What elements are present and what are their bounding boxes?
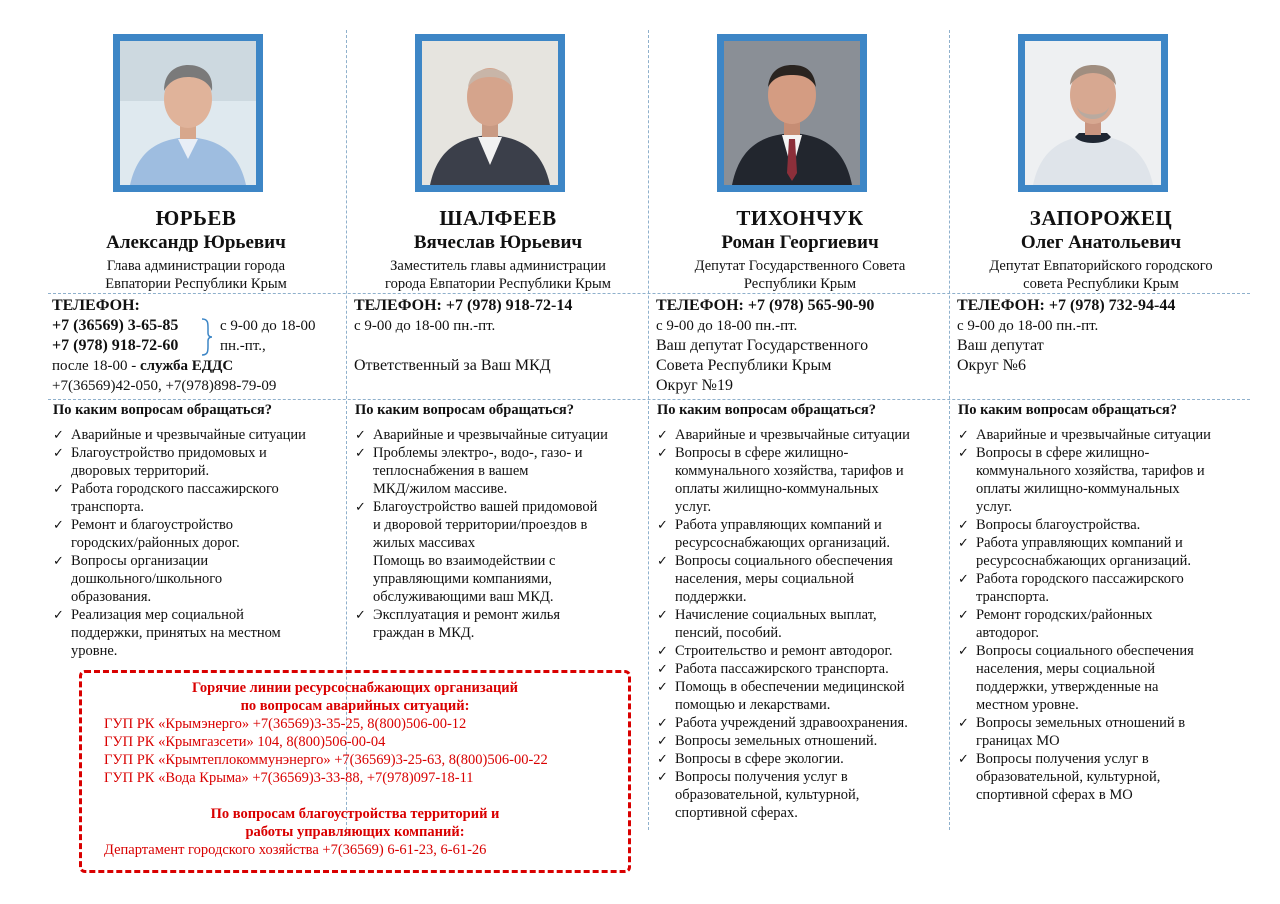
- questions-list: [653, 426, 951, 822]
- checkmark-icon: ✓: [53, 445, 64, 460]
- question-item-line: городских/районных дорог.: [71, 535, 240, 551]
- person-photo: [113, 34, 263, 192]
- question-item-line: Работа пассажирского транспорта.: [675, 661, 889, 677]
- checkmark-icon: ✓: [657, 751, 668, 766]
- question-item-line: Помощь в обеспечении медицинской: [675, 679, 905, 695]
- question-item-line: МКД/жилом массиве.: [373, 481, 508, 497]
- person-given-name: Александр Юрьевич: [106, 232, 286, 253]
- checkmark-icon: ✓: [657, 643, 668, 658]
- question-item-line: Аварийные и чрезвычайные ситуации: [71, 427, 306, 443]
- checkmark-icon: ✓: [958, 517, 969, 532]
- hotline-row: ГУП РК «Крымтеплокоммунэнерго» +7(36569)3-25-63, 8(800)506-00-22: [104, 752, 548, 768]
- question-item-line: пенсий, пособий.: [675, 625, 782, 641]
- improvement-title: По вопросам благоустройства территорий и: [210, 806, 500, 822]
- contact-block: [957, 296, 1252, 376]
- role-line: Евпатории Республики Крым: [105, 276, 287, 292]
- question-item-line: Благоустройство придомовых и: [71, 445, 267, 461]
- checkmark-icon: ✓: [958, 751, 969, 766]
- question-item: [49, 480, 347, 516]
- phone-title: ТЕЛЕФОН: +7 (978) 918-72-14: [354, 297, 573, 314]
- phone-title: ТЕЛЕФОН: +7 (978) 732-94-44: [957, 297, 1176, 314]
- questions-list: [351, 426, 649, 642]
- question-item-line: границах МО: [976, 733, 1060, 749]
- question-item-line: Работа городского пассажирского: [976, 571, 1184, 587]
- question-item-line: коммунального хозяйства, тарифов и: [976, 463, 1205, 479]
- question-item-line: теплоснабжения в вашем: [373, 463, 529, 479]
- question-item: [351, 498, 649, 606]
- question-item-line: транспорта.: [71, 499, 145, 515]
- checkmark-icon: ✓: [657, 517, 668, 532]
- question-item: [954, 516, 1252, 534]
- checkmark-icon: ✓: [657, 733, 668, 748]
- checkmark-icon: ✓: [53, 553, 64, 568]
- question-item: [653, 732, 951, 750]
- checkmark-icon: ✓: [958, 427, 969, 442]
- role-line: Заместитель главы администрации: [390, 258, 606, 274]
- question-item-line: Вопросы благоустройства.: [976, 517, 1141, 533]
- question-item-line: Помощь во взаимодействии с: [373, 553, 556, 569]
- phone-title: ТЕЛЕФОН:: [52, 297, 140, 314]
- phone-number: +7 (978) 918-72-60: [52, 337, 179, 354]
- checkmark-icon: ✓: [657, 607, 668, 622]
- question-item: [954, 444, 1252, 516]
- question-item: [653, 768, 951, 822]
- contact-line: Совета Республики Крым: [656, 357, 832, 374]
- question-item-line: Работа управляющих компаний и: [675, 517, 882, 533]
- question-item-line: граждан в МКД.: [373, 625, 475, 641]
- question-item-line: образования.: [71, 589, 152, 605]
- improvement-subtitle: работы управляющих компаний:: [245, 824, 465, 840]
- person-surname: ЮРЬЕВ: [155, 206, 237, 230]
- questions-list: [49, 426, 347, 660]
- portrait-image: [422, 41, 558, 185]
- role-line: города Евпатории Республики Крым: [385, 276, 611, 292]
- person-given-name: Роман Георгиевич: [721, 232, 879, 253]
- question-item-line: местном уровне.: [976, 697, 1079, 713]
- contact-block: [656, 296, 951, 396]
- question-item: [954, 534, 1252, 570]
- question-item: [954, 570, 1252, 606]
- question-item-line: Аварийные и чрезвычайные ситуации: [675, 427, 910, 443]
- question-item: [351, 606, 649, 642]
- person-given-name: Вячеслав Юрьевич: [413, 232, 583, 253]
- question-item: [351, 426, 649, 444]
- question-item-line: спортивной сферах в МО: [976, 787, 1133, 803]
- person-surname: ТИХОНЧУК: [736, 206, 864, 230]
- question-item-line: транспорта.: [976, 589, 1050, 605]
- question-item: [954, 642, 1252, 714]
- hotline-row: ГУП РК «Вода Крыма» +7(36569)3-33-88, +7(978)097-18-11: [104, 770, 474, 786]
- checkmark-icon: ✓: [958, 535, 969, 550]
- question-item-line: Аварийные и чрезвычайные ситуации: [976, 427, 1211, 443]
- contact-line: Ответственный за Ваш МКД: [354, 357, 551, 374]
- phone-number: +7 (36569) 3-65-85: [52, 317, 179, 334]
- working-hours: с 9-00 до 18-00: [220, 318, 316, 334]
- checkmark-icon: ✓: [355, 427, 366, 442]
- question-item-line: услуг.: [675, 499, 712, 515]
- hotlines-title: Горячие линии ресурсоснабжающих организаций: [191, 680, 519, 696]
- person-given-name: Олег Анатольевич: [1020, 232, 1182, 253]
- questions-title: По каким вопросам обращаться?: [53, 402, 273, 418]
- checkmark-icon: ✓: [355, 607, 366, 622]
- contact-line: [354, 336, 649, 356]
- question-item-line: коммунального хозяйства, тарифов и: [675, 463, 904, 479]
- role-line: Депутат Государственного Совета: [694, 258, 906, 274]
- checkmark-icon: ✓: [958, 571, 969, 586]
- question-item: [954, 714, 1252, 750]
- person-surname: ШАЛФЕЕВ: [439, 206, 557, 230]
- checkmark-icon: ✓: [657, 679, 668, 694]
- question-item-line: Вопросы получения услуг в: [976, 751, 1149, 767]
- question-item-line: поддержки.: [675, 589, 747, 605]
- question-item: [653, 714, 951, 732]
- checkmark-icon: ✓: [657, 445, 668, 460]
- person-surname: ЗАПОРОЖЕЦ: [1029, 206, 1173, 230]
- hotline-row: ГУП РК «Крымгазсети» 104, 8(800)506-00-04: [104, 734, 386, 750]
- question-item-line: жилых массивах: [373, 535, 476, 551]
- question-item: [49, 552, 347, 606]
- question-item: [653, 426, 951, 444]
- question-item-line: Вопросы в сфере жилищно-: [976, 445, 1150, 461]
- role-line: Глава администрации города: [106, 258, 286, 274]
- question-item-line: населения, меры социальной: [675, 571, 854, 587]
- question-item: [351, 444, 649, 498]
- person-photo: [415, 34, 565, 192]
- question-item: [653, 516, 951, 552]
- question-item-line: Эксплуатация и ремонт жилья: [373, 607, 561, 623]
- question-item-line: автодорог.: [976, 625, 1039, 641]
- working-days: пн.-пт.,: [220, 338, 266, 354]
- checkmark-icon: ✓: [53, 517, 64, 532]
- hotlines-box: [79, 670, 631, 873]
- question-item: [49, 444, 347, 480]
- question-item-line: услуг.: [976, 499, 1013, 515]
- question-item-line: Строительство и ремонт автодорог.: [675, 643, 893, 659]
- question-item-line: Аварийные и чрезвычайные ситуации: [373, 427, 608, 443]
- questions-list: [954, 426, 1252, 804]
- question-item-line: помощью и лекарствами.: [675, 697, 831, 713]
- question-item: [49, 516, 347, 552]
- checkmark-icon: ✓: [355, 445, 366, 460]
- edds-service: служба ЕДДС: [139, 358, 234, 374]
- person-role: [45, 257, 347, 293]
- checkmark-icon: ✓: [958, 607, 969, 622]
- question-item: [653, 678, 951, 714]
- question-item-line: населения, меры социальной: [976, 661, 1155, 677]
- question-item-line: Реализация мер социальной: [71, 607, 244, 623]
- question-item-line: поддержки, утвержденные на: [976, 679, 1159, 695]
- person-role: [649, 257, 951, 293]
- question-item-line: Работа учреждений здравоохранения.: [675, 715, 908, 731]
- question-item: [653, 750, 951, 768]
- person-role: [347, 257, 649, 293]
- person-role: [950, 257, 1252, 293]
- hotline-row: ГУП РК «Крымэнерго» +7(36569)3-35-25, 8(800)506-00-12: [104, 716, 467, 732]
- question-item-line: Работа городского пассажирского: [71, 481, 279, 497]
- contact-line: Округ №19: [656, 377, 733, 394]
- question-item-line: управляющими компаниями,: [373, 571, 552, 587]
- checkmark-icon: ✓: [657, 427, 668, 442]
- person-card-tikhonchuk: [649, 30, 951, 830]
- question-item-line: оплаты жилищно-коммунальных: [675, 481, 879, 497]
- question-item-line: обслуживающими ваш МКД.: [373, 589, 554, 605]
- checkmark-icon: ✓: [355, 499, 366, 514]
- question-item: [49, 426, 347, 444]
- question-item-line: Вопросы в сфере экологии.: [675, 751, 844, 767]
- question-item: [653, 606, 951, 642]
- question-item-line: ресурсоснабжающих организаций.: [976, 553, 1192, 569]
- question-item-line: Вопросы организации: [71, 553, 209, 569]
- contact-line: Ваш депутат Государственного: [656, 337, 869, 354]
- role-line: совета Республики Крым: [1023, 276, 1179, 292]
- hotlines-subtitle: по вопросам аварийных ситуаций:: [240, 698, 470, 714]
- contact-block: [354, 296, 649, 376]
- questions-title: По каким вопросам обращаться?: [355, 402, 575, 418]
- contact-line: с 9-00 до 18-00 пн.-пт.: [354, 318, 496, 334]
- question-item-line: Ремонт и благоустройство: [71, 517, 234, 533]
- after-hours-prefix: после 18-00 -: [52, 358, 140, 374]
- role-line: Республики Крым: [743, 276, 857, 292]
- questions-title: По каким вопросам обращаться?: [958, 402, 1178, 418]
- question-item-line: Вопросы получения услуг в: [675, 769, 848, 785]
- question-item: [49, 606, 347, 660]
- role-line: Депутат Евпаторийского городского: [989, 258, 1213, 274]
- checkmark-icon: ✓: [657, 553, 668, 568]
- question-item: [653, 444, 951, 516]
- question-item-line: спортивной сферах.: [675, 805, 798, 821]
- checkmark-icon: ✓: [53, 607, 64, 622]
- question-item: [954, 426, 1252, 444]
- question-item-line: уровне.: [71, 643, 118, 659]
- question-item-line: Ремонт городских/районных: [976, 607, 1153, 623]
- person-card-zaporozhets: [950, 30, 1252, 830]
- contact-line: с 9-00 до 18-00 пн.-пт.: [957, 318, 1099, 334]
- question-item-line: Вопросы земельных отношений в: [976, 715, 1186, 731]
- contact-block: [52, 296, 347, 396]
- question-item-line: поддержки, принятых на местном: [71, 625, 281, 641]
- brace-icon: [200, 318, 214, 356]
- question-item: [954, 606, 1252, 642]
- question-item-line: Проблемы электро-, водо-, газо- и: [373, 445, 583, 461]
- checkmark-icon: ✓: [657, 769, 668, 784]
- question-item-line: Благоустройство вашей придомовой: [373, 499, 598, 515]
- portrait-image: [120, 41, 256, 185]
- person-photo: [1018, 34, 1168, 192]
- question-item-line: дворовых территорий.: [71, 463, 210, 479]
- question-item-line: образовательной, культурной,: [976, 769, 1161, 785]
- checkmark-icon: ✓: [958, 715, 969, 730]
- question-item: [954, 750, 1252, 804]
- checkmark-icon: ✓: [958, 643, 969, 658]
- checkmark-icon: ✓: [958, 445, 969, 460]
- checkmark-icon: ✓: [657, 715, 668, 730]
- question-item-line: Вопросы социального обеспечения: [976, 643, 1194, 659]
- question-item-line: образовательной, культурной,: [675, 787, 860, 803]
- checkmark-icon: ✓: [53, 427, 64, 442]
- question-item-line: Работа управляющих компаний и: [976, 535, 1183, 551]
- question-item-line: Вопросы в сфере жилищно-: [675, 445, 849, 461]
- question-item-line: оплаты жилищно-коммунальных: [976, 481, 1180, 497]
- department-contact: Департамент городского хозяйства +7(36569) 6-61-23, 6-61-26: [104, 842, 487, 858]
- after-hours-line: [52, 356, 347, 376]
- question-item-line: Вопросы земельных отношений.: [675, 733, 878, 749]
- question-item: [653, 660, 951, 678]
- question-item: [653, 642, 951, 660]
- question-item-line: Вопросы социального обеспечения: [675, 553, 893, 569]
- questions-title: По каким вопросам обращаться?: [657, 402, 877, 418]
- edds-phones: +7(36569)42-050, +7(978)898-79-09: [52, 378, 277, 394]
- person-photo: [717, 34, 867, 192]
- question-item-line: ресурсоснабжающих организаций.: [675, 535, 891, 551]
- portrait-image: [1025, 41, 1161, 185]
- question-item-line: и дворовой территории/проездов в: [373, 517, 588, 533]
- checkmark-icon: ✓: [53, 481, 64, 496]
- question-item-line: Начисление социальных выплат,: [675, 607, 877, 623]
- contact-line: с 9-00 до 18-00 пн.-пт.: [656, 318, 798, 334]
- contact-line: Округ №6: [957, 357, 1026, 374]
- portrait-image: [724, 41, 860, 185]
- question-item-line: дошкольного/школьного: [71, 571, 223, 587]
- checkmark-icon: ✓: [657, 661, 668, 676]
- phone-title: ТЕЛЕФОН: +7 (978) 565-90-90: [656, 297, 875, 314]
- question-item: [653, 552, 951, 606]
- contact-line: Ваш депутат: [957, 337, 1044, 354]
